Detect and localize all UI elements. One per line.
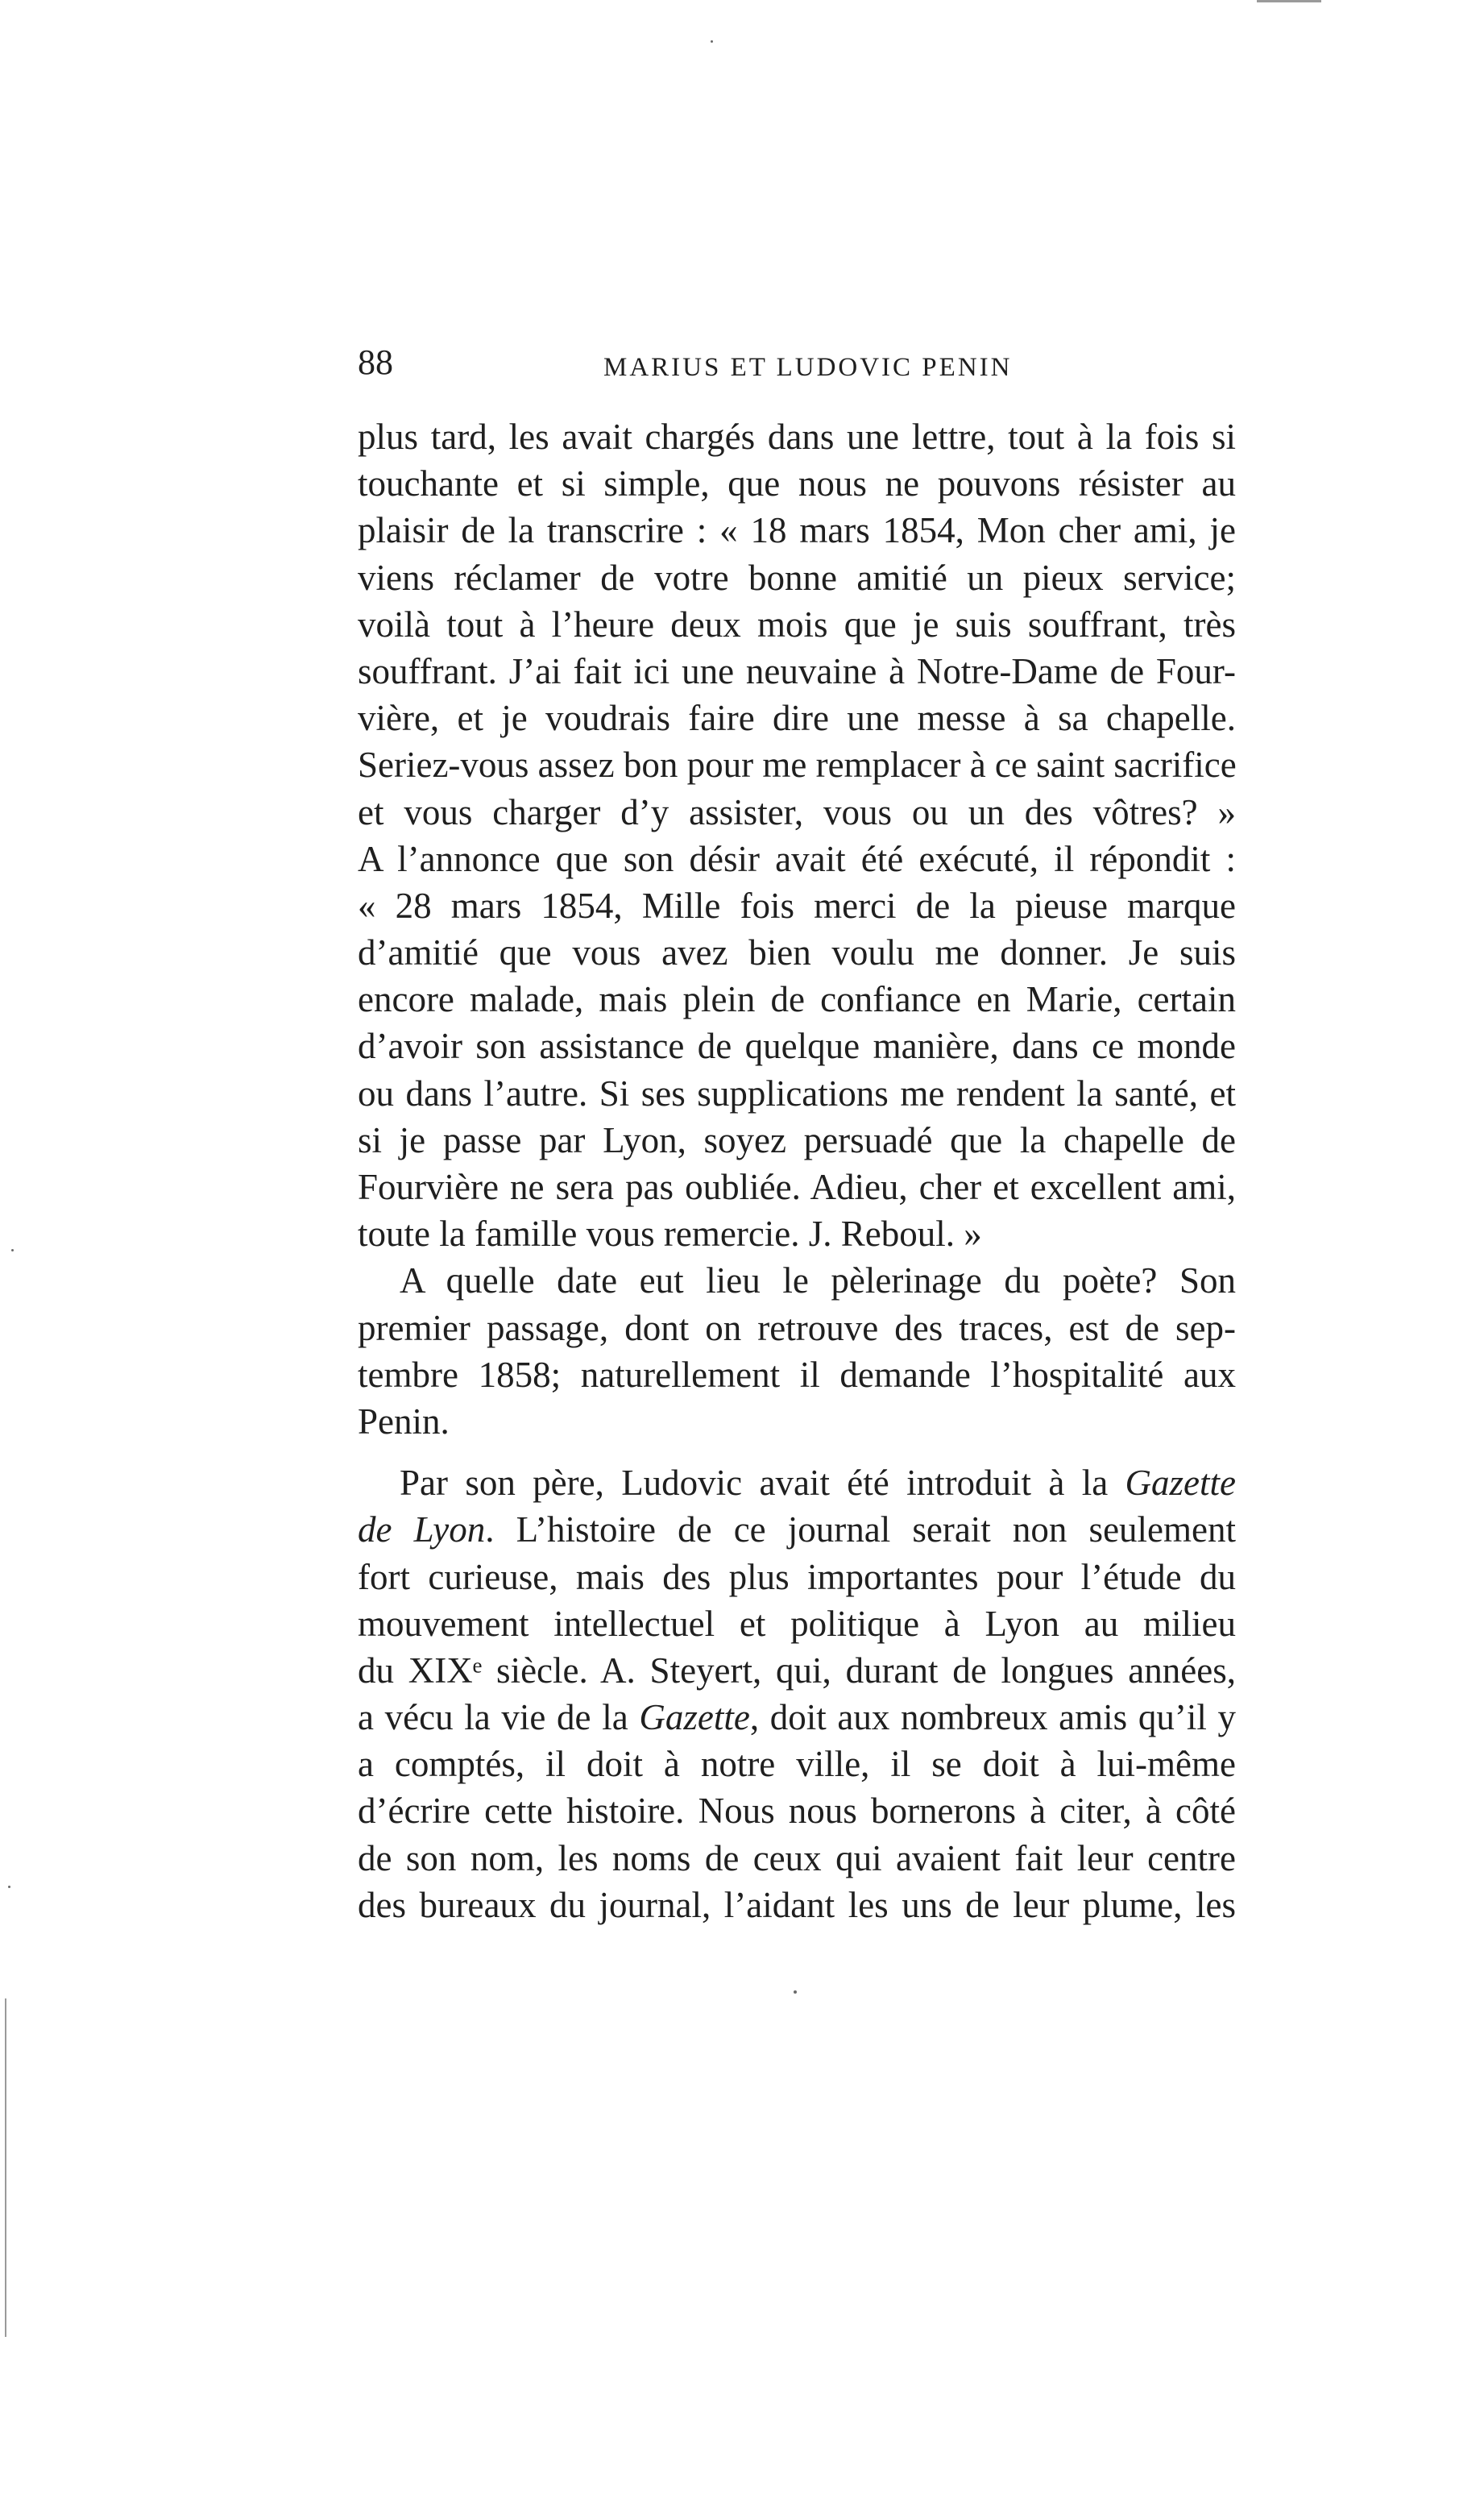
scan-edge-line	[1257, 0, 1321, 2]
text-run: a vécu la vie de la	[358, 1697, 628, 1738]
text-line: premier passage, dont on retrouve des traces, est de sep-	[358, 1307, 1236, 1348]
ink-speck	[11, 1249, 14, 1251]
text-line: plaisir de la transcrire : « 18 mars 1854, Mon cher ami, je	[358, 510, 1236, 551]
text-line: a comptés, il doit à notre ville, il se doit à lui-même	[358, 1744, 1236, 1785]
text-line: plus tard, les avait chargés dans une lettre, tout à la fois si	[358, 417, 1236, 457]
text-line: mouvement intellectuel et politique à Lyon au milieu	[358, 1603, 1236, 1644]
text-line	[358, 1459, 1236, 1506]
scan-edge-line	[5, 1998, 6, 2337]
text-line: A quelle date eut lieu le pèlerinage du poète? Son	[400, 1260, 1236, 1301]
body-text	[358, 413, 1236, 1928]
text-line: de son nom, les noms de ceux qui avaient fait leur centre	[358, 1837, 1236, 1878]
text-line: tembre 1858; naturellement il demande l’hospitalité aux	[358, 1354, 1236, 1395]
running-title: MARIUS ET LUDOVIC PENIN	[603, 353, 1013, 382]
text-line: si je passe par Lyon, soyez persuadé que la chapelle de	[358, 1119, 1236, 1160]
text-line: du XIXᵉ siècle. A. Steyert, qui, durant de longues années,	[358, 1650, 1236, 1691]
ink-speck	[8, 1886, 10, 1888]
text-line: Fourvière ne sera pas oubliée. Adieu, cher et excellent ami,	[358, 1167, 1236, 1207]
italic-title: Gazette	[1125, 1463, 1236, 1504]
text-line: fort curieuse, mais des plus importantes pour l’étude du	[358, 1556, 1236, 1597]
text-line: voilà tout à l’heure deux mois que je suis souffrant, très	[358, 604, 1236, 645]
text-line: toute la famille vous remercie. J. Reboul. »	[358, 1214, 982, 1255]
text-line: et vous charger d’y assister, vous ou un des vôtres? »	[358, 791, 1236, 832]
text-line: « 28 mars 1854, Mille fois merci de la pieuse marque	[358, 885, 1236, 926]
text-line: encore malade, mais plein de confiance en Marie, certain	[358, 979, 1236, 1020]
text-line	[358, 1694, 1236, 1741]
italic-title: Gazette	[639, 1697, 750, 1738]
text-line: ou dans l’autre. Si ses supplications me rendent la santé, et	[358, 1073, 1236, 1114]
text-line: d’amitié que vous avez bien voulu me donner. Je suis	[358, 932, 1236, 973]
text-run: Par son père, Ludovic avait été introduit à la	[400, 1463, 1109, 1504]
text-line: viens réclamer de votre bonne amitié un pieux service;	[358, 557, 1236, 598]
text-line: A l’annonce que son désir avait été exécuté, il répondit :	[358, 838, 1236, 879]
text-line: d’écrire cette histoire. Nous nous bornerons à citer, à côté	[358, 1791, 1236, 1832]
text-line: des bureaux du journal, l’aidant les uns de leur plume, les	[358, 1884, 1236, 1925]
paragraph-gap	[358, 1445, 1236, 1459]
ink-speck	[794, 1990, 797, 1994]
text-line: vière, et je voudrais faire dire une messe à sa chapelle.	[358, 698, 1236, 739]
running-head	[358, 338, 1236, 387]
text-line: Seriez-vous assez bon pour me remplacer à ce saint sacrifice	[358, 745, 1237, 786]
ink-speck	[711, 40, 713, 43]
text-line: souffrant. J’ai fait ici une neuvaine à Notre-Dame de Four-	[358, 650, 1236, 691]
italic-title: de Lyon	[358, 1509, 486, 1550]
page-number: 88	[358, 342, 393, 382]
text-line: Penin.	[358, 1401, 450, 1442]
text-run: , doit aux nombreux amis qu’il y	[749, 1697, 1236, 1738]
text-run: . L’histoire de ce journal serait non seulement	[485, 1509, 1236, 1550]
text-line	[358, 1506, 1236, 1553]
text-line: d’avoir son assistance de quelque manière, dans ce monde	[358, 1026, 1236, 1067]
text-line: touchante et si simple, que nous ne pouvons résister au	[358, 463, 1236, 504]
